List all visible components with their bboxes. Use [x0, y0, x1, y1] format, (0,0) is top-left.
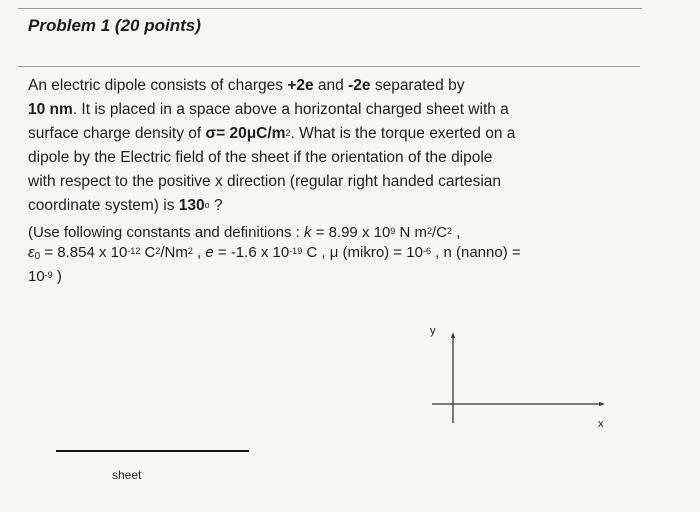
y-axis-label: y: [430, 325, 436, 337]
constants-line-1: (Use following constants and definitions : k = 8.99 x $10^9$ N $m^2/C^2$ ,: [28, 224, 461, 241]
statement-line-1: An electric dipole consists of charges +2e and -2e separated by: [28, 77, 465, 94]
statement-line-4: dipole by the Electric field of the sheet if the orientation of the dipole: [28, 149, 493, 166]
x-axis-arrow: [599, 402, 605, 406]
sheet-label: sheet: [112, 468, 142, 482]
problem-statement: [28, 74, 648, 285]
problem-title: Problem 1 (20 points): [28, 16, 201, 35]
top-divider: [18, 8, 642, 9]
constants-line-3: $10^{-9}$ ): [28, 268, 62, 285]
statement-line-6: coordinate system) is 130$^o$ ?: [28, 197, 223, 214]
x-axis-label: x: [598, 418, 604, 430]
statement-line-3: surface charge density of $\sigma= 20\mu C/m^2$. What is the torque exerted on a: [28, 125, 516, 142]
statement-line-5: with respect to the positive x direction (regular right handed cartesian: [28, 173, 501, 190]
title-divider: [18, 66, 640, 67]
constants-line-2: ε0 = 8.854 x $10^{-12}$ $C^2/Nm^2$ , e = -1.6 x $10^{-19}$ C , μ (mikro) = $10^{-6}$ , n (nanno) =: [28, 244, 521, 262]
y-axis-arrow: [451, 332, 455, 338]
charged-sheet-line: [56, 450, 249, 452]
statement-line-2: 10 nm. It is placed in a space above a horizontal charged sheet with a: [28, 101, 509, 118]
coordinate-axes: [420, 320, 620, 440]
